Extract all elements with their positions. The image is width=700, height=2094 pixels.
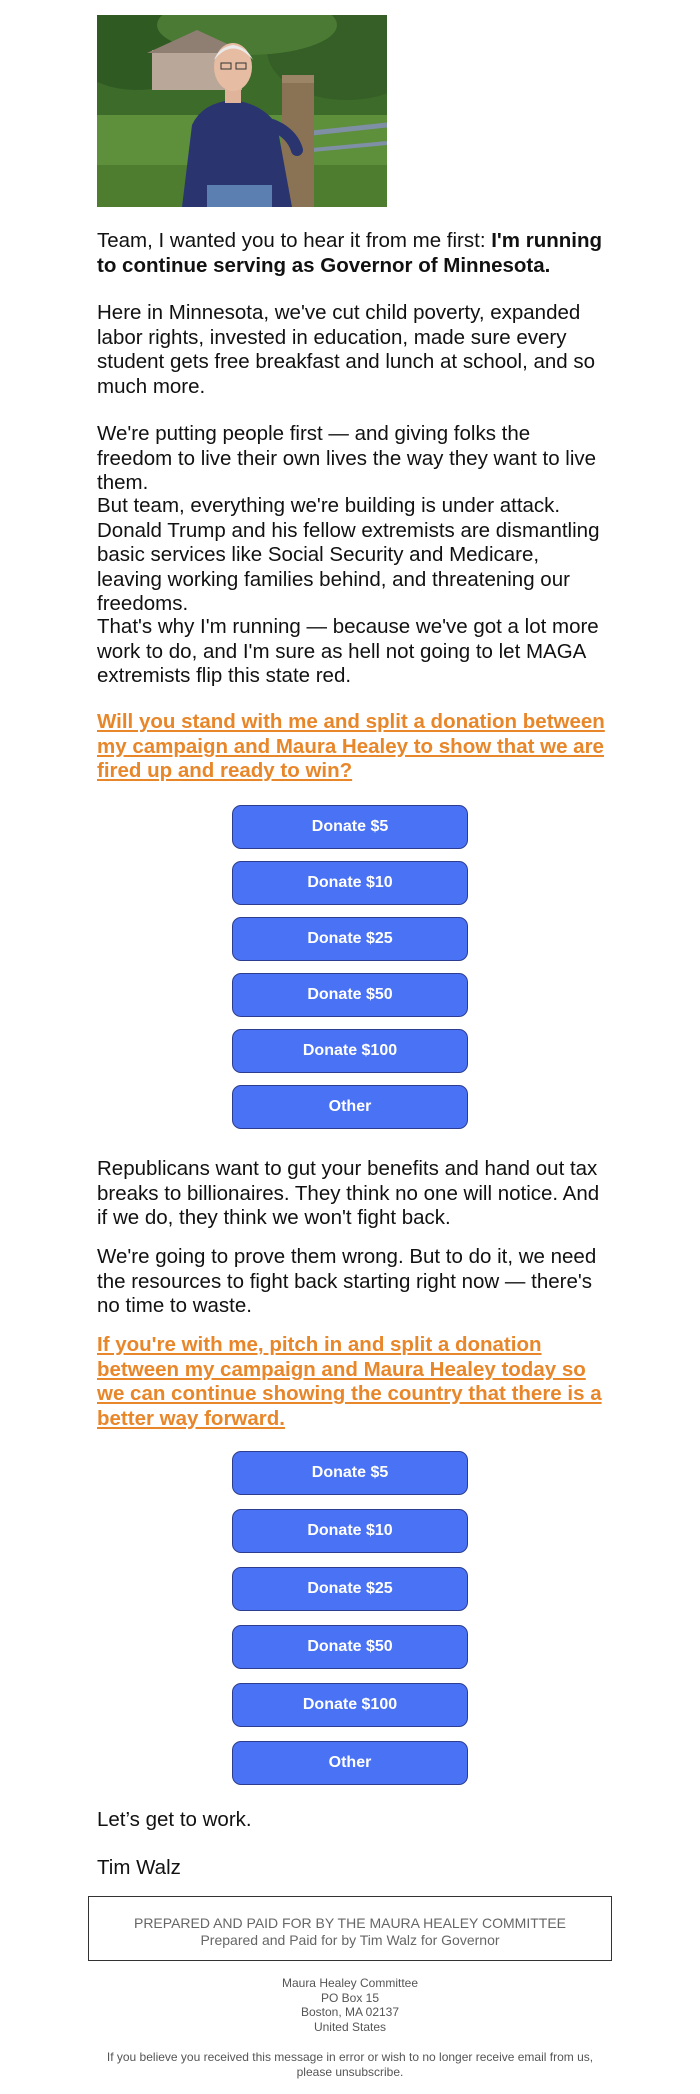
unsubscribe-notice bbox=[0, 2050, 700, 2079]
address-line: PO Box 15 bbox=[320, 1990, 380, 2005]
address-line: United States bbox=[313, 2019, 387, 2034]
body-paragraph: Republicans want to gut your benefits and hand out tax breaks to billionaires. They think no one will notice. And if we do, they think we won't fight back. bbox=[97, 1157, 600, 1229]
closing-line: Let’s get to work. bbox=[97, 1808, 252, 1831]
donation-cta-link[interactable]: If you're with me, pitch in and split a donation between my campaign and Maura Healey today so we can continue showing the country that there is a better way forward. bbox=[97, 1333, 602, 1430]
signature: Tim Walz bbox=[97, 1856, 181, 1879]
body-paragraph: Here in Minnesota, we've cut child poverty, expanded labor rights, invested in education, made sure every student gets free breakfast and lunch at school, and so much more. bbox=[97, 301, 596, 398]
donate-50-button[interactable]: Donate $50 bbox=[232, 1625, 468, 1669]
disclaimer-line-1: PREPARED AND PAID FOR BY THE MAURA HEALEY COMMITTEE bbox=[133, 1915, 567, 1931]
donate-other-button[interactable]: Other bbox=[232, 1741, 468, 1785]
donation-cta-link[interactable]: Will you stand with me and split a donation between my campaign and Maura Healey to show that we are fired up and ready to win? bbox=[97, 710, 605, 782]
intro-bold: I'm running to continue serving as Governor of Minnesota. bbox=[97, 229, 602, 277]
donate-10-button[interactable]: Donate $10 bbox=[232, 1509, 468, 1553]
body-paragraph: That's why I'm running — because we've got a lot more work to do, and I'm sure as hell not going to let MAGA extremists flip this state red. bbox=[97, 615, 599, 687]
donate-25-button[interactable]: Donate $25 bbox=[232, 1567, 468, 1611]
donate-100-button[interactable]: Donate $100 bbox=[232, 1029, 468, 1073]
donate-5-button[interactable]: Donate $5 bbox=[232, 805, 468, 849]
donate-10-button[interactable]: Donate $10 bbox=[232, 861, 468, 905]
address-line: Boston, MA 02137 bbox=[300, 2005, 400, 2019]
body-paragraph: But team, everything we're building is under attack. Donald Trump and his fellow extremists are dismantling basic services like Social Security and Medicare, leaving working families behind, and threatening our freedoms. bbox=[97, 494, 600, 615]
intro-lead: Team, I wanted you to hear it from me first: bbox=[97, 229, 492, 252]
body-paragraph: We're putting people first — and giving folks the freedom to live their own lives the way they want to live them. bbox=[97, 422, 597, 494]
donate-25-button[interactable]: Donate $25 bbox=[232, 917, 468, 961]
paid-for-disclaimer bbox=[88, 1896, 612, 1961]
donate-5-button[interactable]: Donate $5 bbox=[232, 1451, 468, 1495]
intro-paragraph bbox=[97, 229, 607, 278]
unsubscribe-text: If you believe you received this message in error or wish to no longer receive email from us, bbox=[106, 2050, 594, 2064]
address-line: Maura Healey Committee bbox=[281, 1976, 419, 1990]
unsubscribe-link[interactable]: please unsubscribe. bbox=[296, 2064, 404, 2079]
donate-other-button[interactable]: Other bbox=[232, 1085, 468, 1129]
donate-50-button[interactable]: Donate $50 bbox=[232, 973, 468, 1017]
body-paragraph: We're going to prove them wrong. But to do it, we need the resources to fight back starting right now — there's no time to waste. bbox=[97, 1245, 597, 1317]
disclaimer-line-2: Prepared and Paid for by Tim Walz for Governor bbox=[200, 1932, 500, 1948]
donate-100-button[interactable]: Donate $100 bbox=[232, 1683, 468, 1727]
hero-photo bbox=[97, 15, 387, 207]
